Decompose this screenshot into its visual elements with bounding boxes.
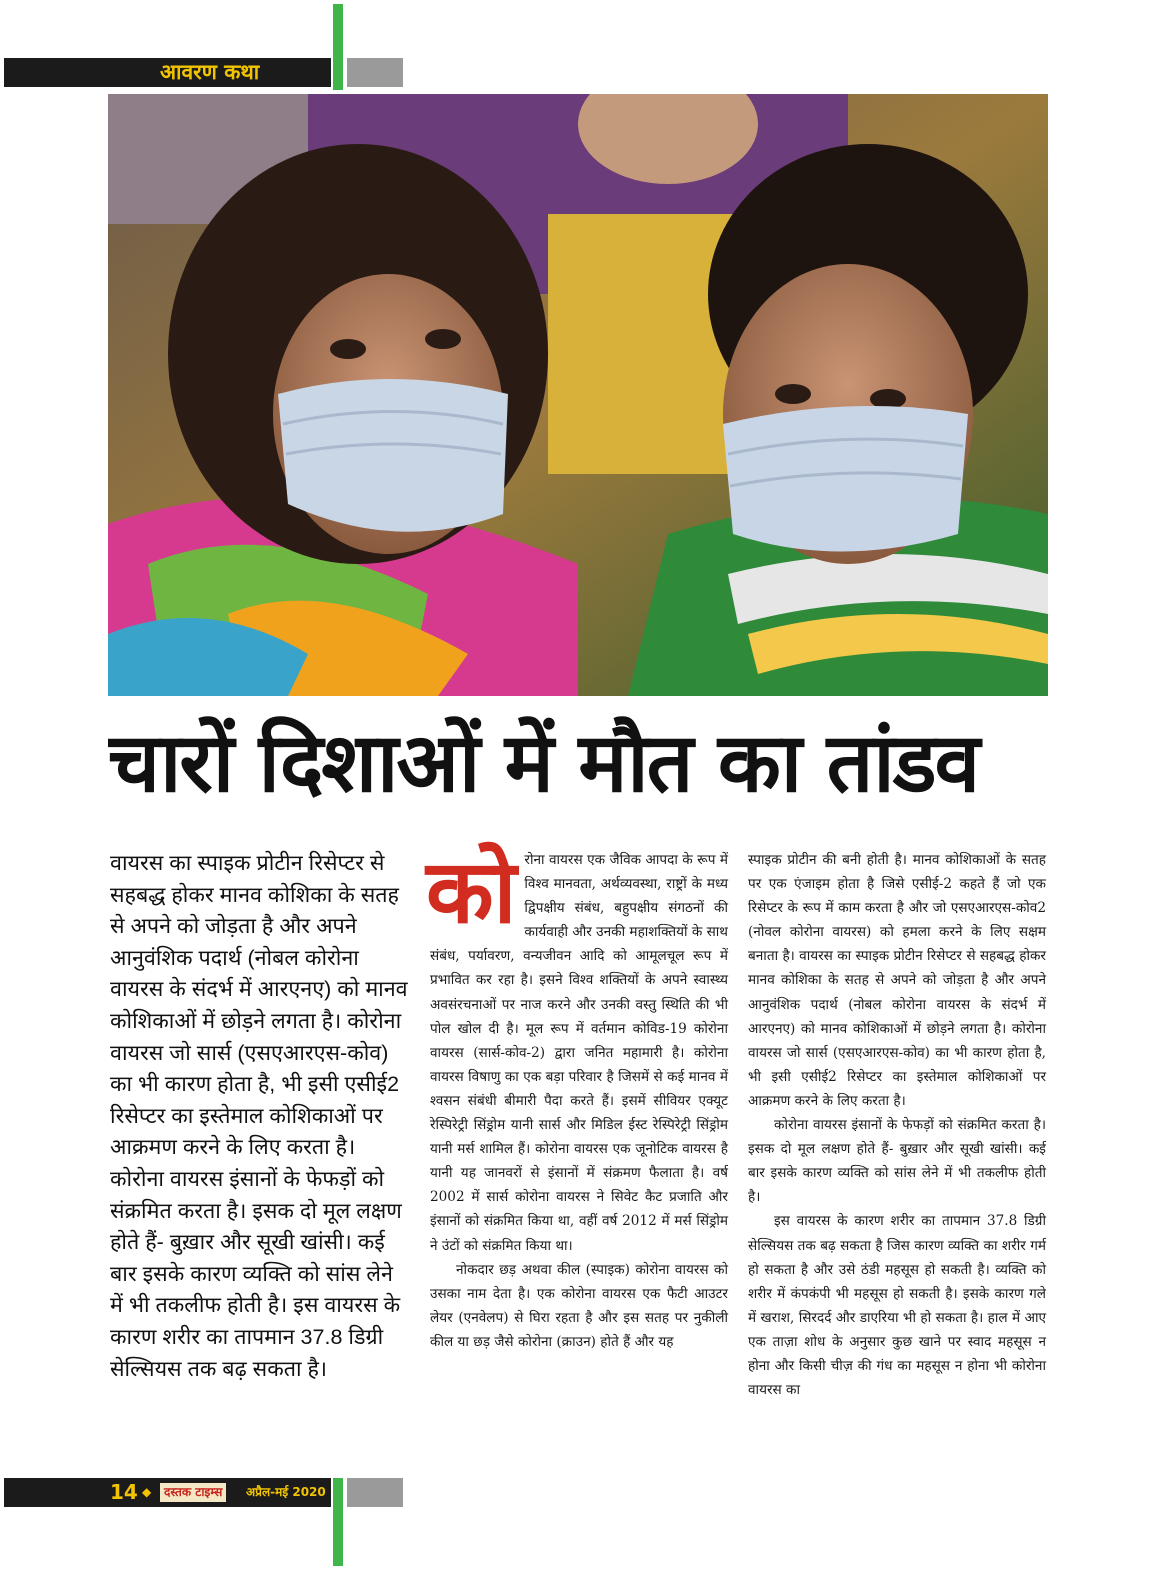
sidebar-text: वायरस का स्पाइक प्रोटीन रिसेप्टर से सहबद्ध होकर मानव कोशिका के सतह से अपने को जोड़ता है और अपने आनुवंशिक पदार्थ (नोबल कोरोना वायरस के संदर्भ में आरएनए) को मानव कोशिकाओं में छोड़ने लगता है। कोरोना वायरस जो सार्स (एसएआरएस-कोव) का भी कारण होता है, भी इसी एसीई2 रिसेप्टर का इस्तेमाल कोशिकाओं पर आक्रमण करने के लिए करता है। कोरोना वायरस इंसानों के फेफड़ों को संक्रमित करता है। इसक दो मूल लक्षण होते हैं- बुख़ार और सूखी खांसी। कई बार इसके कारण व्यक्ति को सांस लेने में भी तकलीफ होती है। इस वायरस के कारण शरीर का तापमान 37.8 डिग्री सेल्सियस तक बढ़ सकता है। xyxy=(110,851,408,1381)
dropcap: को xyxy=(426,840,517,943)
article-paragraph: स्पाइक प्रोटीन की बनी होती है। मानव कोशिकाओं के सतह पर एक एंजाइम होता है जिसे एसीई-2 कहते हैं जो एक रिसेप्टर के रूप में काम करता है और जो एसएआरएस-कोव2 (नोवल कोरोना वायरस) को हमला करने के लिए सक्षम बनाता है। वायरस का स्पाइक प्रोटीन रिसेप्टर से सहबद्ध होकर मानव कोशिका के सतह से अपने को जोड़ता है और अपने आनुवंशिक पदार्थ (नोबल कोरोना वायरस के संदर्भ में आरएनए) को मानव कोशिकाओं में छोड़ने लगता है। कोरोना वायरस जो सार्स (एसएआरएस-कोव) का भी कारण होता है, भी इसी एसीई2 रिसेप्टर का इस्तेमाल कोशिकाओं पर आक्रमण करने के लिए करता है। xyxy=(748,852,1046,1109)
article-paragraph: नोकदार छड़ अथवा कील (स्पाइक) कोरोना वायरस को उसका नाम देता है। एक कोरोना वायरस एक फैटी आउटर लेयर (एनवेलप) से घिरा रहता है और इस सतह पर नुकीली कील या छड़ जैसे कोरोना (क्राउन) होते हैं और यह xyxy=(430,1261,728,1350)
section-label: आवरण कथा xyxy=(160,60,260,84)
cover-photo xyxy=(108,94,1048,696)
page-number: 14 xyxy=(110,1480,138,1504)
article-paragraph: इस वायरस के कारण शरीर का तापमान 37.8 डिग्री सेल्सियस तक बढ़ सकता है जिस कारण व्यक्ति का शरीर गर्म हो सकता है और उसे ठंडी महसूस हो सकती है। व्यक्ति को शरीर में कंपकंपी भी महसूस हो सकती है। इसके कारण गले में खराश, सिरदर्द और डाएरिया भी हो सकता है। हाल में आए एक ताज़ा शोध के अनुसार कुछ खाने पर स्वाद महसूस न होना और किसी चीज़ की गंध का महसूस न होना भी कोरोना वायरस का xyxy=(748,1213,1046,1399)
article-paragraph: रोना वायरस एक जैविक आपदा के रूप में विश्व मानवता, अर्थव्यवस्था, राष्ट्रों के मध्य द्विपक्षीय संबंध, बहुपक्षीय संगठनों की कार्यवाही और उनकी महाशक्तियों के साथ संबंध, पर्यावरण, वन्यजीवन आदि को आमूलचूल रूप में प्रभावित कर रहा है। इसने विश्व शक्तियों के अपने स्वास्थ्य अवसंरचनाओं पर नाज करने और उनकी वस्तु स्थिति की भी पोल खोल दी है। मूल रूप में वर्तमान कोविड-19 कोरोना वायरस (सार्स-कोव-2) द्वारा जनित महामारी है। कोरोना वायरस विषाणु का एक बड़ा परिवार है जिसमें से कई मानव में श्वसन संबंधी बीमारी पैदा करते हैं। इसमें सीवियर एक्यूट रेस्पिरेट्री सिंड्रोम यानी सार्स और मिडिल ईस्ट रेस्पिरेट्री सिंड्रोम यानी मर्स शामिल हैं। कोरोना वायरस एक जूनोटिक वायरस है यानी यह जानवरों से इंसानों में संक्रमण फैलाता है। वर्ष 2002 में सार्स कोरोना वायरस ने सिवेट कैट प्रजाति और इंसानों को संक्रमित किया था, वहीं वर्ष 2012 में मर्स सिंड्रोम ने उंटों को संक्रमित किया था। xyxy=(430,852,728,1254)
article-paragraph: कोरोना वायरस इंसानों के फेफड़ों को संक्रमित करता है। इसक दो मूल लक्षण होते हैं- बुख़ार और सूखी खांसी। कई बार इसके कारण व्यक्ति को सांस लेने में भी तकलीफ होती है। xyxy=(748,1117,1046,1206)
article-column-3 xyxy=(748,848,1046,1402)
headline: चारों दिशाओं में मौत का तांडव xyxy=(108,716,979,811)
article-column-2 xyxy=(426,840,728,1354)
footer-green-rule xyxy=(333,1478,343,1566)
footer-bullet-icon: ◆ xyxy=(142,1485,152,1499)
magazine-logo: दस्तक टाइम्स xyxy=(160,1483,226,1502)
footer-gray-block xyxy=(347,1478,403,1507)
issue-date: अप्रैल-मई 2020 xyxy=(246,1485,326,1499)
sidebar-column xyxy=(110,848,410,1385)
header-green-rule xyxy=(333,4,343,90)
header-gray-block xyxy=(347,58,403,87)
children-in-masks-illustration xyxy=(108,94,1048,696)
